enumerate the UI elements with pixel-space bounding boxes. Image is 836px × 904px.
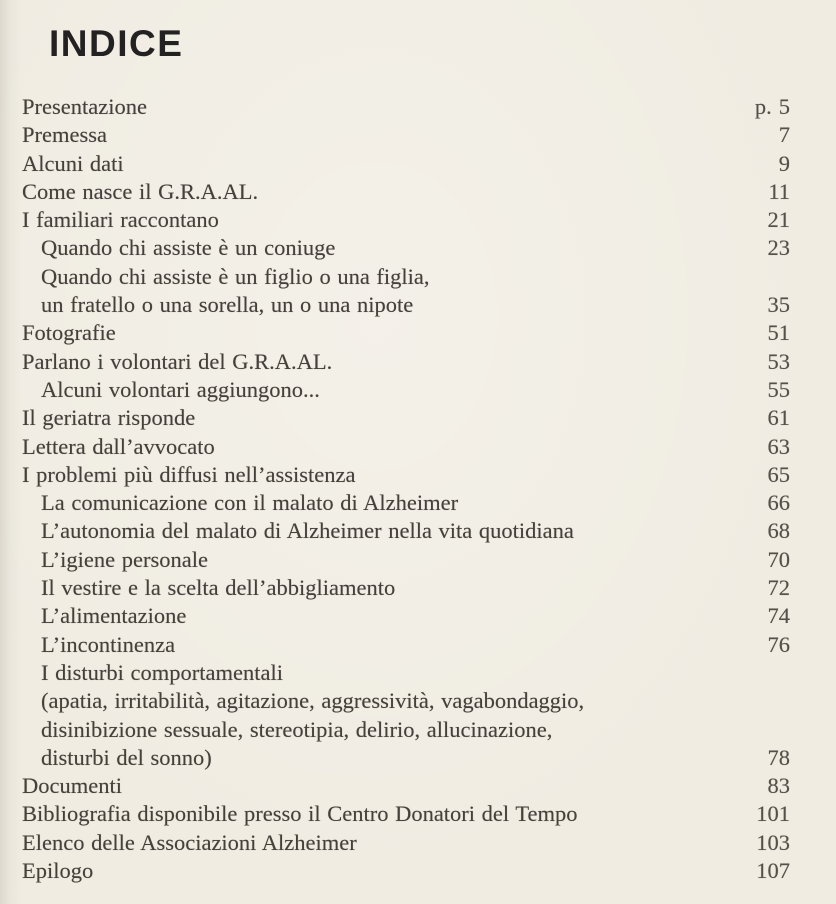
toc-entry-page-number: 7 [778,122,790,148]
toc-entry-label: L’igiene personale [41,546,208,572]
toc-entry-label: Elenco delle Associazioni Alzheimer [22,829,357,855]
toc-entry-label: Quando chi assiste è un figlio o una figlia, [41,263,430,289]
toc-entry-page-prefix [761,207,768,232]
toc-entry [22,631,790,659]
toc-entry [22,687,790,715]
toc-entry-page-number: 101 [756,801,790,827]
toc-entry-label: Quando chi assiste è un coniuge [41,235,336,261]
toc-entry-pagecell [761,546,791,574]
toc-entry [22,857,790,885]
toc-entry-page-prefix [761,745,768,770]
toc-entry-page-prefix [761,462,768,487]
toc-entry-page-number: 11 [768,178,790,204]
toc-entry-label: Lettera dall’avvocato [22,433,215,459]
toc-entry-label: Alcuni volontari aggiungono... [41,376,320,402]
toc-entry-page-prefix [761,603,768,628]
toc-entry [22,234,790,262]
toc-entry-page-prefix: p. [754,94,772,119]
toc-entry [22,206,790,234]
toc-entry [22,744,790,772]
toc-entry-label: Premessa [22,122,107,148]
toc-entry-pagecell [783,263,790,291]
toc-entry-page-number: 68 [767,518,790,544]
toc-entry-page-prefix [761,405,768,430]
toc-entry-pagecell [749,800,790,828]
toc-entry [22,800,790,828]
toc-entry [22,489,790,517]
toc-entry-pagecell [761,433,791,461]
toc-entry [22,263,790,291]
toc-entry [22,121,790,149]
toc-entry [22,517,790,545]
toc-entry [22,659,790,687]
page-title: INDICE [49,23,184,64]
toc-entry [22,461,790,489]
toc-entry [22,291,790,319]
toc-entry-page-prefix [783,717,790,742]
toc-entry-label: Fotografie [22,320,116,346]
toc-entry-label: un fratello o una sorella, un o una nipote [41,292,414,318]
toc-entry-pagecell [761,517,791,545]
toc-entry [22,404,790,432]
toc-entry-label: Presentazione [22,94,147,119]
toc-entry-pagecell [772,150,790,178]
toc-entry-pagecell [761,772,791,800]
toc-entry-pagecell [761,461,791,489]
toc-entry-label: Parlano i volontari del G.R.A.AL. [22,348,333,374]
toc-entry-page-number: 72 [767,575,790,601]
toc-entry-label: L’autonomia del malato di Alzheimer nella vita quotidiana [41,518,574,544]
toc-entry-page-number: 5 [778,94,790,119]
toc-entry-page-number: 83 [767,773,790,799]
toc-entry-label: (apatia, irritabilità, agitazione, aggressività, vagabondaggio, [41,688,585,714]
toc-entry-pagecell [783,716,790,744]
toc-entry [22,716,790,744]
toc-entry-pagecell [761,744,791,772]
toc-entry-label: disturbi del sonno) [41,744,212,770]
toc-entry [22,829,790,857]
toc-entry-pagecell [761,376,791,404]
toc-entry-label: Epilogo [22,858,94,884]
toc-entry [22,602,790,630]
toc-entry-pagecell [761,631,791,659]
toc-entry-page-prefix [772,122,779,147]
toc-entry-label: Documenti [22,773,122,799]
toc-entry-page-number: 78 [767,744,790,770]
toc-entry-label: L’alimentazione [41,603,187,629]
toc-entry [22,348,790,376]
toc-entry-page-number: 107 [756,858,790,884]
toc-entry-label: I familiari raccontano [22,207,219,233]
toc-entry-label: disinibizione sessuale, stereotipia, delirio, allucinazione, [41,716,553,742]
toc-entry-pagecell [783,687,790,715]
toc-entry [22,433,790,461]
toc-entry-pagecell [749,857,790,885]
toc-entry-pagecell [755,93,790,121]
toc-entry-pagecell [761,291,791,319]
toc-entry-pagecell [761,574,791,602]
toc-entry-pagecell [749,829,790,857]
toc-entry-page-prefix [761,292,768,317]
toc-entry-page-prefix [761,377,768,402]
toc-list [22,93,790,885]
toc-entry-page-number: 9 [778,150,790,176]
toc-entry-label: I problemi più diffusi nell’assistenza [22,461,356,487]
toc-entry-pagecell [772,121,790,149]
toc-entry-label: L’incontinenza [41,631,176,657]
toc-entry-page-prefix [761,320,768,345]
toc-entry-pagecell [761,348,791,376]
toc-entry-pagecell [783,659,790,687]
toc-entry [22,376,790,404]
toc-entry-page-number: 53 [767,348,790,374]
toc-entry-page-prefix [761,773,768,798]
toc-entry-label: Bibliografia disponibile presso il Centro Donatori del Tempo [22,801,578,827]
toc-entry-pagecell [761,404,791,432]
toc-entry-page-prefix [761,349,768,374]
toc-entry-page-prefix [772,151,779,176]
toc-entry-page-prefix [761,547,768,572]
toc-entry-pagecell [761,489,791,517]
toc-entry-page-number: 21 [767,207,790,233]
toc-entry-page-number: 63 [767,433,790,459]
toc-entry-page-prefix [761,490,768,515]
toc-entry [22,546,790,574]
toc-entry-page-prefix [761,518,768,543]
toc-entry-page-number: 61 [767,405,790,431]
toc-entry-label: Il vestire e la scelta dell’abbigliamento [41,575,396,601]
toc-entry [22,319,790,347]
toc-entry-page-number: 35 [767,292,790,318]
toc-entry-label: Alcuni dati [22,150,124,176]
toc-entry-page-number: 103 [756,829,790,855]
toc-entry-page-prefix [783,688,790,713]
toc-entry-page-number: 65 [767,461,790,487]
toc-entry [22,150,790,178]
toc-entry-page-prefix [761,575,768,600]
toc-entry-label: Il geriatra risponde [22,405,196,431]
toc-entry-page-prefix [783,660,790,685]
toc-entry-label: La comunicazione con il malato di Alzheimer [41,490,459,516]
toc-entry-page-number: 74 [767,603,790,629]
toc-entry-page-number: 23 [767,235,790,261]
toc-entry-page-number: 76 [767,631,790,657]
toc-entry-page-prefix [761,235,768,260]
toc-entry-pagecell [761,319,791,347]
toc-entry-page-number: 66 [767,490,790,516]
toc-entry-label: I disturbi comportamentali [41,659,283,685]
toc-entry [22,178,790,206]
toc-entry-pagecell [761,178,790,206]
toc-entry-page-prefix [783,264,790,289]
toc-entry [22,574,790,602]
toc-entry-pagecell [761,234,791,262]
toc-entry-page-prefix [761,632,768,657]
toc-entry-page-number: 55 [767,376,790,402]
toc-entry-page-number: 51 [767,320,790,346]
toc-entry-page-prefix [761,434,768,459]
toc-entry-pagecell [761,206,791,234]
toc-entry [22,93,790,121]
toc-entry-pagecell [761,602,791,630]
toc-entry-label: Come nasce il G.R.A.AL. [22,178,259,204]
toc-entry-page-number: 70 [767,546,790,572]
toc-entry [22,772,790,800]
